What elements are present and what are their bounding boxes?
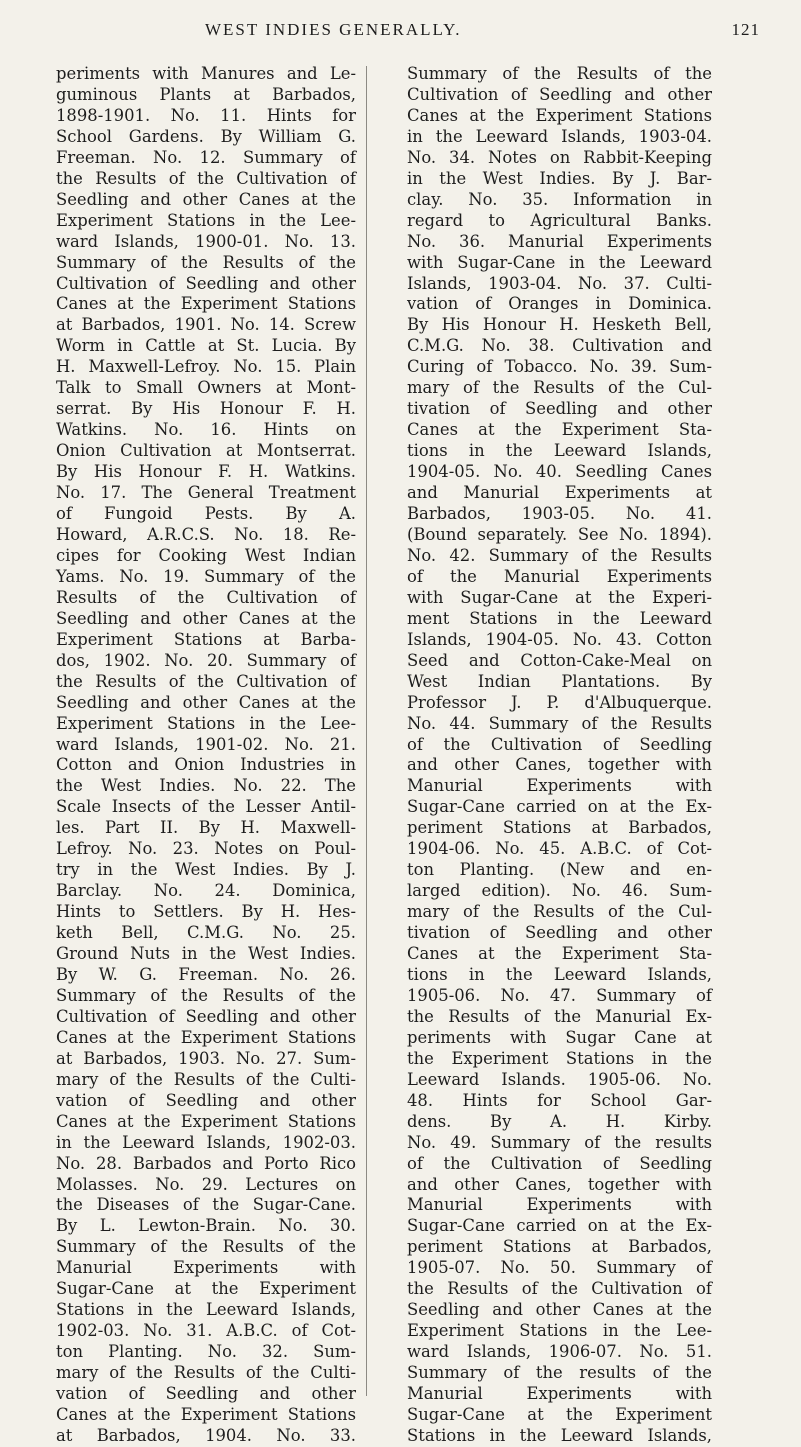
text-line: Manurial Experiments with: [407, 776, 712, 796]
text-line: les. Part II. By H. Maxwell-: [56, 818, 356, 838]
text-line: Canes at the Experiment Stations: [56, 1405, 356, 1424]
left-column-text: [56, 64, 356, 1447]
text-line: mary of the Results of the Cul-: [407, 378, 712, 398]
text-line: ward Islands, 1900-01. No. 13.: [56, 231, 356, 251]
text-line: By His Honour F. H. Watkins.: [56, 462, 356, 482]
text-line: School Gardens. By William G.: [56, 126, 356, 146]
text-line: Summary of the Results of the: [56, 252, 356, 272]
text-line: Barclay. No. 24. Dominica,: [56, 881, 356, 901]
text-line: and other Canes, together with: [407, 755, 712, 775]
text-line: of Fungoid Pests. By A.: [56, 504, 356, 524]
text-line: Talk to Small Owners at Mont-: [56, 378, 356, 398]
text-line: of the Cultivation of Seedling: [407, 1153, 712, 1173]
text-line: Canes at the Experiment Stations: [56, 1027, 356, 1047]
text-line: tivation of Seedling and other: [407, 399, 712, 419]
text-line: Results of the Cultivation of: [56, 587, 356, 607]
text-line: Seedling and other Canes at the: [56, 189, 356, 209]
text-line: Canes at the Experiment Stations: [56, 1111, 356, 1131]
text-line: Stations in the Leeward Islands,: [407, 1425, 712, 1445]
text-line: the Results of the Cultivation of: [56, 671, 356, 691]
text-line: larged edition). No. 46. Sum-: [407, 881, 712, 901]
text-line: Summary of the Results of the: [407, 64, 712, 83]
text-line: Lefroy. No. 23. Notes on Poul-: [56, 839, 356, 859]
running-title: WEST INDIES GENERALLY.: [205, 20, 462, 39]
text-line: vation of Seedling and other: [56, 1384, 356, 1404]
text-line: dos, 1902. No. 20. Summary of: [56, 650, 356, 670]
text-line: Cultivation of Seedling and other: [407, 84, 712, 104]
text-line: ward Islands, 1906-07. No. 51.: [407, 1342, 712, 1362]
text-line: Experiment Stations in the Lee-: [56, 210, 356, 230]
text-line: Manurial Experiments with: [407, 1195, 712, 1215]
text-line: No. 17. The General Treatment: [56, 483, 356, 503]
text-line: Worm in Cattle at St. Lucia. By: [56, 336, 356, 356]
text-line: 1904-05. No. 40. Seedling Canes: [407, 462, 712, 482]
text-line: Stations in the Leeward Islands,: [56, 1300, 356, 1320]
text-line: periment Stations at Barbados,: [407, 818, 712, 838]
text-line: keth Bell, C.M.G. No. 25.: [56, 923, 356, 943]
text-line: Summary of the Results of the: [56, 985, 356, 1005]
text-line: the West Indies. No. 22. The: [56, 776, 356, 796]
text-line: 1904-06. No. 45. A.B.C. of Cot-: [407, 839, 712, 859]
text-line: By W. G. Freeman. No. 26.: [56, 964, 356, 984]
text-line: of the Cultivation of Seedling: [407, 734, 712, 754]
text-line: in the West Indies. By J. Bar-: [407, 168, 712, 188]
text-line: at Barbados, 1903. No. 27. Sum-: [56, 1048, 356, 1068]
right-column-text: [407, 64, 712, 1447]
text-line: ton Planting. (New and en-: [407, 860, 712, 880]
text-line: the Experiment Stations in the: [407, 1048, 712, 1068]
text-line: Leeward Islands. 1905-06. No.: [407, 1069, 712, 1089]
text-line: tions in the Leeward Islands,: [407, 441, 712, 461]
text-line: the Results of the Manurial Ex-: [407, 1006, 712, 1026]
text-line: H. Maxwell-Lefroy. No. 15. Plain: [56, 357, 356, 377]
text-line: Curing of Tobacco. No. 39. Sum-: [407, 357, 712, 377]
text-line: West Indian Plantations. By: [407, 671, 712, 691]
text-line: periments with Sugar Cane at: [407, 1027, 712, 1047]
text-line: and other Canes, together with: [407, 1174, 712, 1194]
text-line: Seed and Cotton-Cake-Meal on: [407, 650, 712, 670]
text-line: 1898-1901. No. 11. Hints for: [56, 105, 356, 125]
text-line: Canes at the Experiment Stations: [56, 294, 356, 314]
text-line: serrat. By His Honour F. H.: [56, 399, 356, 419]
text-line: and Manurial Experiments at: [407, 483, 712, 503]
text-line: with Sugar-Cane in the Leeward: [407, 252, 712, 272]
text-line: mary of the Results of the Culti-: [56, 1069, 356, 1089]
text-line: Cotton and Onion Industries in: [56, 755, 356, 775]
text-line: No. 49. Summary of the results: [407, 1132, 712, 1152]
text-line: dens. By A. H. Kirby.: [407, 1111, 712, 1131]
text-line: No. 44. Summary of the Results: [407, 713, 712, 733]
text-line: of the Manurial Experiments: [407, 566, 712, 586]
text-line: the Results of the Cultivation of: [56, 168, 356, 188]
text-line: Cultivation of Seedling and other: [56, 273, 356, 293]
text-line: No. 36. Manurial Experiments: [407, 231, 712, 251]
text-line: Ground Nuts in the West Indies.: [56, 944, 356, 964]
text-line: Manurial Experiments with: [56, 1258, 356, 1278]
text-line: 1902-03. No. 31. A.B.C. of Cot-: [56, 1321, 356, 1341]
text-line: Professor J. P. d'Albuquerque.: [407, 692, 712, 712]
text-line: in the Leeward Islands, 1903-04.: [407, 126, 712, 146]
text-line: Onion Cultivation at Montserrat.: [56, 441, 356, 461]
text-line: No. 28. Barbados and Porto Rico: [56, 1153, 356, 1173]
text-line: Seedling and other Canes at the: [407, 1300, 712, 1320]
text-line: 1905-07. No. 50. Summary of: [407, 1258, 712, 1278]
text-line: Experiment Stations in the Lee-: [56, 713, 356, 733]
text-line: Barbados, 1903-05. No. 41.: [407, 504, 712, 524]
text-line: mary of the Results of the Culti-: [56, 1363, 356, 1383]
text-line: cipes for Cooking West Indian: [56, 545, 356, 565]
text-line: By L. Lewton-Brain. No. 30.: [56, 1216, 356, 1236]
text-line: vation of Oranges in Dominica.: [407, 294, 712, 314]
text-line: regard to Agricultural Banks.: [407, 210, 712, 230]
text-line: ward Islands, 1901-02. No. 21.: [56, 734, 356, 754]
page-number: 121: [731, 20, 760, 39]
text-line: Watkins. No. 16. Hints on: [56, 420, 356, 440]
text-line: Molasses. No. 29. Lectures on: [56, 1174, 356, 1194]
text-line: No. 34. Notes on Rabbit-Keeping: [407, 147, 712, 167]
text-line: periments with Manures and Le-: [56, 64, 356, 83]
text-line: Islands, 1904-05. No. 43. Cotton: [407, 629, 712, 649]
text-line: Scale Insects of the Lesser Antil-: [56, 797, 356, 817]
text-line: at Barbados, 1901. No. 14. Screw: [56, 315, 356, 335]
text-line: the Results of the Cultivation of: [407, 1279, 712, 1299]
text-line: Summary of the Results of the: [56, 1237, 356, 1257]
text-line: Yams. No. 19. Summary of the: [56, 566, 356, 586]
text-line: clay. No. 35. Information in: [407, 189, 712, 209]
text-line: Sugar-Cane carried on at the Ex-: [407, 1216, 712, 1236]
text-line: Sugar-Cane at the Experiment: [56, 1279, 356, 1299]
text-line: at Barbados, 1904. No. 33.: [56, 1425, 356, 1445]
text-line: ton Planting. No. 32. Sum-: [56, 1342, 356, 1362]
text-line: guminous Plants at Barbados,: [56, 84, 356, 104]
text-line: Experiment Stations in the Lee-: [407, 1321, 712, 1341]
text-line: mary of the Results of the Cul-: [407, 902, 712, 922]
text-line: Freeman. No. 12. Summary of: [56, 147, 356, 167]
text-line: try in the West Indies. By J.: [56, 860, 356, 880]
text-line: tivation of Seedling and other: [407, 923, 712, 943]
text-line: Sugar-Cane at the Experiment: [407, 1405, 712, 1424]
column-divider: [366, 66, 367, 1396]
running-header: [40, 20, 760, 44]
text-line: in the Leeward Islands, 1902-03.: [56, 1132, 356, 1152]
text-line: Cultivation of Seedling and other: [56, 1006, 356, 1026]
text-line: (Bound separately. See No. 1894).: [407, 524, 712, 544]
text-line: 48. Hints for School Gar-: [407, 1090, 712, 1110]
text-line: with Sugar-Cane at the Experi-: [407, 587, 712, 607]
text-line: periment Stations at Barbados,: [407, 1237, 712, 1257]
text-line: ment Stations in the Leeward: [407, 608, 712, 628]
text-line: Seedling and other Canes at the: [56, 608, 356, 628]
text-line: Canes at the Experiment Sta-: [407, 420, 712, 440]
text-line: Canes at the Experiment Sta-: [407, 944, 712, 964]
text-line: Hints to Settlers. By H. Hes-: [56, 902, 356, 922]
text-line: By His Honour H. Hesketh Bell,: [407, 315, 712, 335]
text-line: Seedling and other Canes at the: [56, 692, 356, 712]
text-line: 1905-06. No. 47. Summary of: [407, 985, 712, 1005]
text-line: Canes at the Experiment Stations: [407, 105, 712, 125]
text-line: C.M.G. No. 38. Cultivation and: [407, 336, 712, 356]
text-line: vation of Seedling and other: [56, 1090, 356, 1110]
text-line: tions in the Leeward Islands,: [407, 964, 712, 984]
text-line: Islands, 1903-04. No. 37. Culti-: [407, 273, 712, 293]
text-line: the Diseases of the Sugar-Cane.: [56, 1195, 356, 1215]
text-line: Manurial Experiments with: [407, 1384, 712, 1404]
text-line: Sugar-Cane carried on at the Ex-: [407, 797, 712, 817]
text-line: Howard, A.R.C.S. No. 18. Re-: [56, 524, 356, 544]
text-line: Experiment Stations at Barba-: [56, 629, 356, 649]
text-line: Summary of the results of the: [407, 1363, 712, 1383]
text-line: No. 42. Summary of the Results: [407, 545, 712, 565]
